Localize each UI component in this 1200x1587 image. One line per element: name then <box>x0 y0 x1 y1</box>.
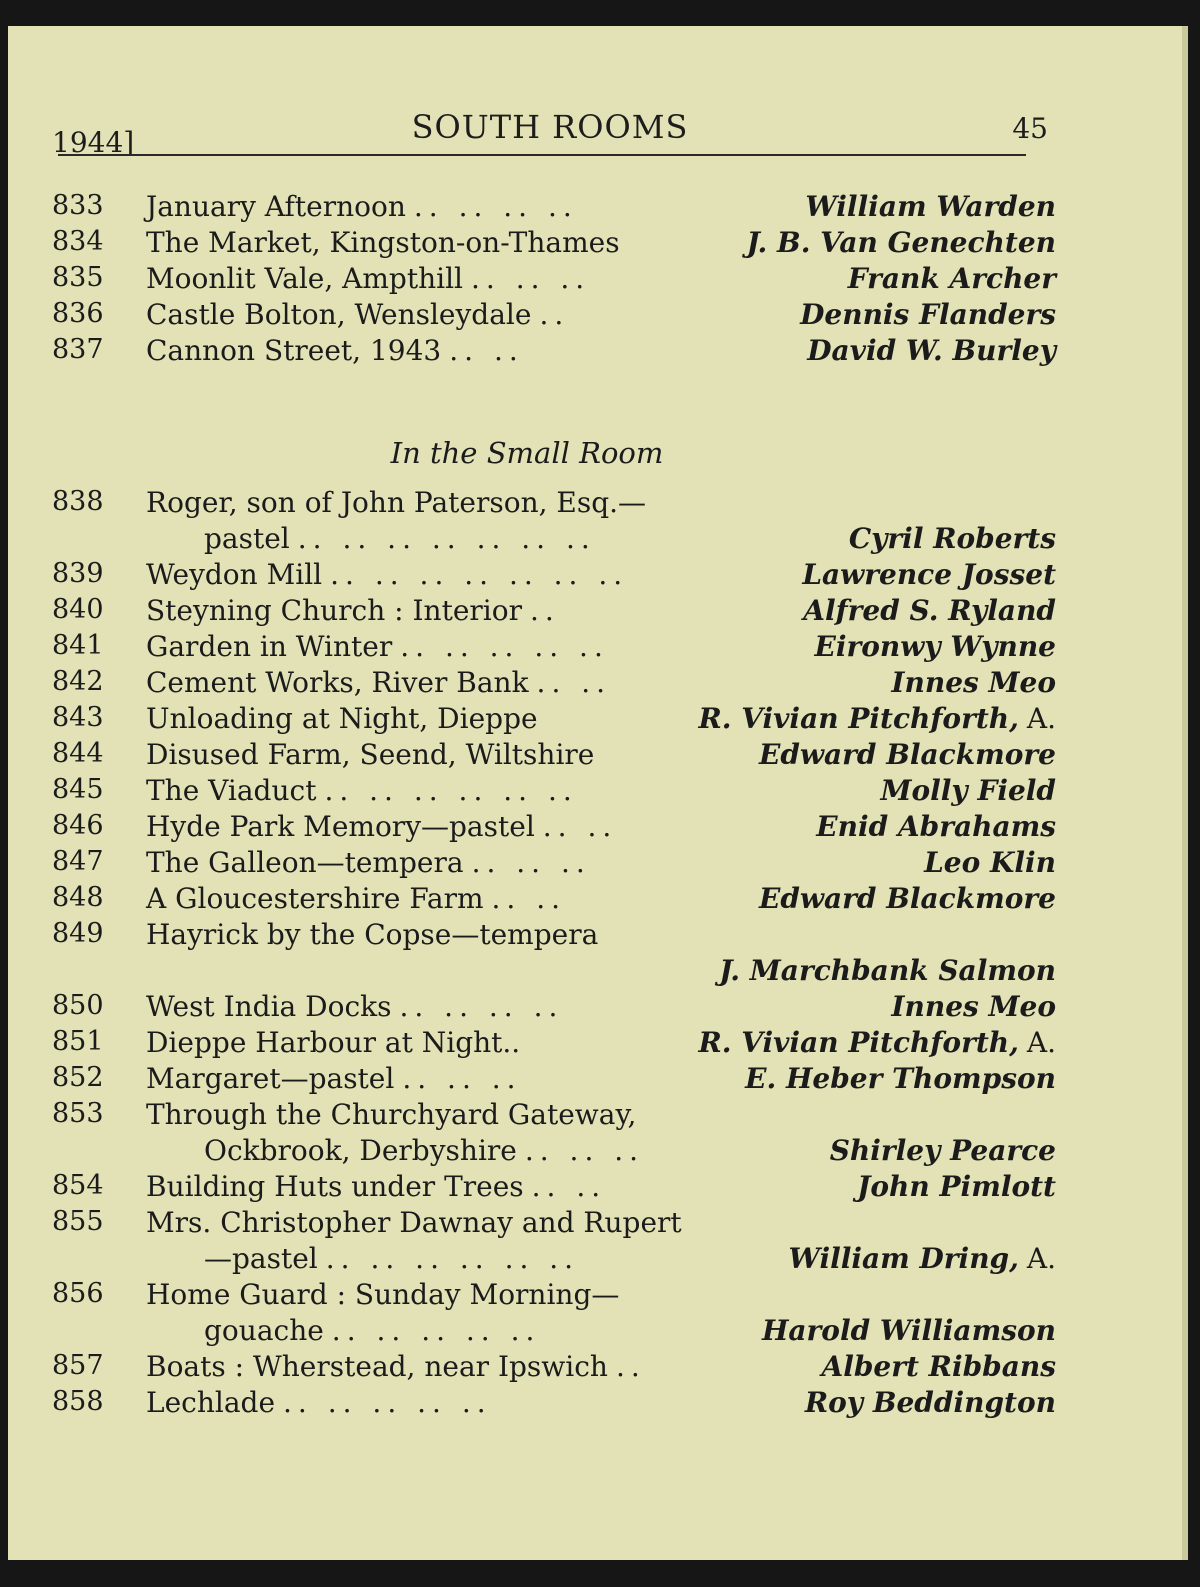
entry-title <box>146 1350 646 1383</box>
entry-title <box>146 738 594 771</box>
leader-dots: .. .. .. <box>524 1134 645 1167</box>
leader-dots: .. .. <box>542 810 618 843</box>
catalogue-entry <box>52 1098 1056 1170</box>
entry-artist <box>924 846 1056 879</box>
entry-artist <box>807 334 1056 367</box>
catalogue-entry <box>52 190 1056 226</box>
catalogue-entry <box>52 298 1056 334</box>
south-rooms-list <box>52 190 1056 370</box>
artist-name: Edward Blackmore <box>758 738 1056 771</box>
entry-number: 851 <box>52 1026 104 1057</box>
entry-title-text: Building Huts under Trees <box>146 1170 524 1203</box>
leader-dots: .. .. .. .. <box>413 190 578 223</box>
artist-name: E. Heber Thompson <box>745 1062 1056 1095</box>
academician-suffix: A. <box>1026 1242 1056 1275</box>
entry-number: 841 <box>52 630 104 661</box>
artist-name: Shirley Pearce <box>829 1134 1056 1167</box>
artist-name: John Pimlott <box>857 1170 1056 1203</box>
entry-title <box>146 918 598 951</box>
entry-title <box>146 1098 636 1131</box>
entry-number: 853 <box>52 1098 104 1129</box>
page-number: 45 <box>1012 112 1048 145</box>
entry-artist <box>719 954 1056 987</box>
entry-title-text: Hyde Park Memory—pastel <box>146 810 535 843</box>
entry-title-text: The Galleon—tempera <box>146 846 464 879</box>
catalogue-entry <box>52 486 1056 558</box>
entry-title-text: Mrs. Christopher Dawnay and Rupert <box>146 1206 682 1239</box>
artist-name: Lawrence Josset <box>802 558 1056 591</box>
entry-number: 837 <box>52 334 104 365</box>
entry-title <box>146 334 524 367</box>
catalogue-entry <box>52 918 1056 990</box>
entry-artist <box>805 190 1056 223</box>
entry-title-continued <box>204 1314 540 1347</box>
entry-title <box>146 190 578 223</box>
artist-name: R. Vivian Pitchforth, <box>698 702 1019 735</box>
leader-dots: .. .. .. .. .. <box>400 630 609 663</box>
artist-name: Innes Meo <box>891 990 1056 1023</box>
entry-title-text: Cement Works, River Bank <box>146 666 529 699</box>
entry-number: 840 <box>52 594 104 625</box>
leader-dots: .. .. .. .. .. <box>331 1314 541 1347</box>
entry-number: 833 <box>52 190 104 221</box>
catalogue-entry <box>52 1386 1056 1422</box>
catalogue-entry <box>52 262 1056 298</box>
leader-dots: .. .. <box>449 334 524 367</box>
entry-title-continued-text: —pastel <box>204 1242 318 1275</box>
entry-number: 835 <box>52 262 104 293</box>
entry-number: 842 <box>52 666 104 697</box>
entry-title-continued <box>204 522 596 555</box>
entry-title-text: Castle Bolton, Wensleydale <box>146 298 532 331</box>
catalogue-entry <box>52 846 1056 882</box>
catalogue-entry <box>52 810 1056 846</box>
artist-name: Harold Williamson <box>761 1314 1056 1347</box>
catalogue-entry <box>52 226 1056 262</box>
entry-number: 850 <box>52 990 104 1021</box>
entry-title-text: Garden in Winter <box>146 630 393 663</box>
leader-dots: .. .. .. .. .. .. .. <box>330 558 629 591</box>
entry-artist <box>857 1170 1056 1203</box>
artist-name: William Dring, <box>788 1242 1019 1275</box>
catalogue-entry <box>52 558 1056 594</box>
entry-title <box>146 774 578 807</box>
leader-dots: .. .. .. .. .. .. <box>325 1242 580 1275</box>
entry-artist <box>746 226 1056 259</box>
entry-artist <box>891 990 1056 1023</box>
artist-name: Molly Field <box>880 774 1056 807</box>
entry-number: 839 <box>52 558 104 589</box>
artist-name: J. Marchbank Salmon <box>719 954 1056 987</box>
entry-title-text: Unloading at Night, Dieppe <box>146 702 538 735</box>
entry-number: 834 <box>52 226 104 257</box>
entry-title <box>146 1026 520 1059</box>
entry-title <box>146 882 566 915</box>
entry-title <box>146 990 563 1023</box>
entry-number: 849 <box>52 918 104 949</box>
entry-number: 844 <box>52 738 104 769</box>
artist-name: Roy Beddington <box>804 1386 1056 1419</box>
entry-title-text: The Market, Kingston-on-Thames <box>146 226 620 259</box>
entry-artist <box>800 298 1056 331</box>
entry-title-text: Dieppe Harbour at Night.. <box>146 1026 521 1059</box>
entry-artist <box>880 774 1056 807</box>
entry-title <box>146 1062 522 1095</box>
entry-title-text: A Gloucestershire Farm <box>146 882 484 915</box>
leader-dots: .. .. .. <box>402 1062 522 1095</box>
entry-number: 858 <box>52 1386 104 1417</box>
catalogue-entry <box>52 1350 1056 1386</box>
entry-title-text: Margaret—pastel <box>146 1062 395 1095</box>
catalogue-entry <box>52 774 1056 810</box>
entry-artist <box>745 1062 1056 1095</box>
header-rule <box>58 154 1026 156</box>
entry-title-text: The Viaduct <box>146 774 317 807</box>
entry-number: 852 <box>52 1062 104 1093</box>
catalogue-entry <box>52 1026 1056 1062</box>
entry-number: 836 <box>52 298 104 329</box>
leader-dots: .. <box>530 594 560 627</box>
header-year: 1944] <box>52 126 135 159</box>
section-heading: In the Small Room <box>390 436 664 470</box>
entry-artist <box>759 738 1056 771</box>
entry-artist <box>699 702 1056 735</box>
entry-artist <box>821 1350 1056 1383</box>
entry-number: 854 <box>52 1170 104 1201</box>
entry-number: 846 <box>52 810 104 841</box>
entry-artist <box>802 558 1056 591</box>
leader-dots: .. .. <box>531 1170 607 1203</box>
catalogue-entry <box>52 594 1056 630</box>
catalogue-entry <box>52 1062 1056 1098</box>
page-header <box>52 106 1048 166</box>
artist-name: Dennis Flanders <box>800 298 1056 331</box>
entry-title-text: Roger, son of John Paterson, Esq.— <box>146 486 647 519</box>
entry-title-text: Through the Churchyard Gateway, <box>146 1098 637 1131</box>
catalogue-entry <box>52 1170 1056 1206</box>
entry-artist <box>805 1386 1056 1419</box>
entry-title <box>146 1278 619 1311</box>
entry-title <box>146 1206 682 1239</box>
academician-suffix: A. <box>1026 702 1056 735</box>
leader-dots: .. .. .. .. .. .. .. <box>297 522 596 555</box>
leader-dots: .. .. <box>491 882 567 915</box>
catalogue-entry <box>52 1206 1056 1278</box>
entry-artist <box>830 1134 1056 1167</box>
leader-dots: .. .. .. .. <box>399 990 564 1023</box>
entry-title <box>146 1386 492 1419</box>
entry-title-text: Lechlade <box>146 1386 276 1419</box>
artist-name: Leo Klin <box>924 846 1056 879</box>
catalogue-entry <box>52 334 1056 370</box>
entry-artist <box>849 522 1056 555</box>
entry-artist <box>699 1026 1056 1059</box>
leader-dots: .. .. .. <box>471 846 591 879</box>
entry-title <box>146 262 590 295</box>
artist-name: David W. Burley <box>807 334 1056 367</box>
catalogue-entry <box>52 666 1056 702</box>
entry-artist <box>816 810 1056 843</box>
entry-artist <box>891 666 1056 699</box>
entry-number: 855 <box>52 1206 104 1237</box>
entry-title-text: January Afternoon <box>146 190 406 223</box>
entry-number: 838 <box>52 486 104 517</box>
catalogue-entry <box>52 882 1056 918</box>
entry-title <box>146 1170 606 1203</box>
catalogue-entry <box>52 1278 1056 1350</box>
entry-number: 856 <box>52 1278 104 1309</box>
artist-name: Frank Archer <box>847 262 1056 295</box>
entry-artist <box>848 262 1056 295</box>
catalogue-entry <box>52 990 1056 1026</box>
entry-title-continued <box>204 1134 644 1167</box>
small-room-list <box>52 486 1056 1422</box>
entry-title <box>146 846 591 879</box>
entry-artist <box>789 1242 1057 1275</box>
entry-title <box>146 558 628 591</box>
entry-number: 847 <box>52 846 104 877</box>
entry-artist <box>762 1314 1056 1347</box>
entry-title <box>146 702 538 735</box>
leader-dots: .. .. .. .. .. .. <box>324 774 578 807</box>
entry-number: 848 <box>52 882 104 913</box>
entry-title-text: West India Docks <box>146 990 392 1023</box>
leader-dots: .. .. .. <box>471 262 591 295</box>
leader-dots: .. .. <box>536 666 612 699</box>
entry-number: 843 <box>52 702 104 733</box>
artist-name: Albert Ribbans <box>821 1350 1056 1383</box>
academician-suffix: A. <box>1026 1026 1056 1059</box>
entry-title-continued-text: Ockbrook, Derbyshire <box>204 1134 517 1167</box>
entry-title-text: Disused Farm, Seend, Wiltshire <box>146 738 595 771</box>
artist-name: Enid Abrahams <box>816 810 1056 843</box>
entry-title <box>146 594 560 627</box>
entry-title <box>146 666 611 699</box>
artist-name: Alfred S. Ryland <box>803 594 1056 627</box>
entry-title-continued-text: gouache <box>204 1314 324 1347</box>
entry-artist <box>803 594 1056 627</box>
entry-number: 857 <box>52 1350 104 1381</box>
catalogue-page <box>8 26 1188 1560</box>
artist-name: R. Vivian Pitchforth, <box>698 1026 1019 1059</box>
artist-name: Edward Blackmore <box>758 882 1056 915</box>
entry-title-text: Boats : Wherstead, near Ipswich <box>146 1350 608 1383</box>
page-title: SOUTH ROOMS <box>411 108 689 146</box>
artist-name: Innes Meo <box>891 666 1056 699</box>
entry-title <box>146 810 617 843</box>
entry-title-text: Moonlit Vale, Ampthill <box>146 262 463 295</box>
catalogue-entry <box>52 630 1056 666</box>
entry-title <box>146 298 569 331</box>
artist-name: Eironwy Wynne <box>814 630 1056 663</box>
artist-name: William Warden <box>805 190 1056 223</box>
entry-title-text: Weydon Mill <box>146 558 323 591</box>
catalogue-entry <box>52 738 1056 774</box>
entry-title-text: Steyning Church : Interior <box>146 594 522 627</box>
entry-title <box>146 630 609 663</box>
artist-name: J. B. Van Genechten <box>746 226 1056 259</box>
entry-title-continued <box>204 1242 579 1275</box>
entry-artist <box>759 882 1056 915</box>
entry-artist <box>814 630 1056 663</box>
entry-title-continued-text: pastel <box>204 522 290 555</box>
entry-title <box>146 486 646 519</box>
leader-dots: .. .. .. .. .. <box>283 1386 492 1419</box>
entry-title-text: Home Guard : Sunday Morning— <box>146 1278 620 1311</box>
artist-name: Cyril Roberts <box>848 522 1056 555</box>
entry-title-text: Hayrick by the Copse—tempera <box>146 918 599 951</box>
catalogue-entry <box>52 702 1056 738</box>
entry-number: 845 <box>52 774 104 805</box>
leader-dots: .. <box>615 1350 646 1383</box>
leader-dots: .. <box>539 298 570 331</box>
entry-title-text: Cannon Street, 1943 <box>146 334 442 367</box>
entry-title <box>146 226 620 259</box>
